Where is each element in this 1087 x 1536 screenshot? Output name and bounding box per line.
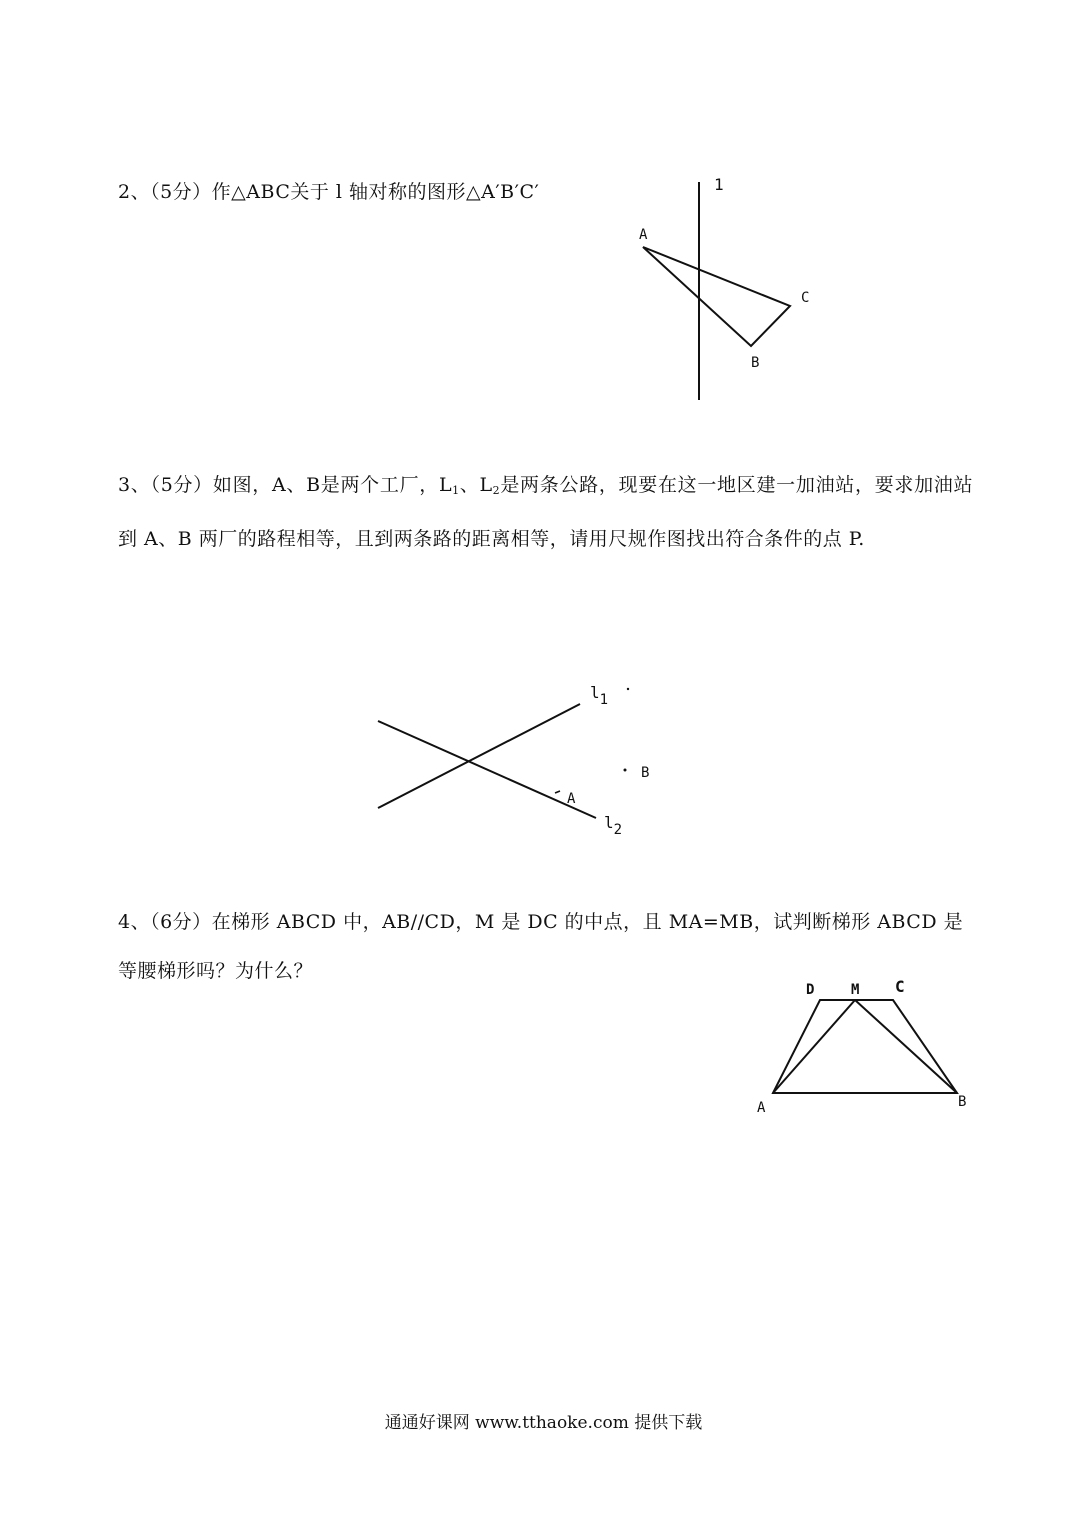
road-l1-line [378,704,580,808]
figure-triangle-abc [643,182,790,400]
axis-label: 1 [714,175,724,194]
vertex-b-label-trapezoid: B [958,1094,967,1110]
question-3-line1-post: 是两条公路，现要在这一地区建一加油站，要求 [500,474,915,496]
factory-b-point [624,769,627,772]
footer-text: 通通好课网 www.tthaoke.com 提供下载 [384,1413,703,1433]
segment-mb [855,1000,957,1093]
question-3-line1-pre: 3、（5分）如图，A、B是两个工厂，L [118,474,453,496]
road-l2-line [378,721,596,818]
road-l2-label: l2 [604,813,623,838]
factory-a-label: A [567,791,576,807]
figure-trapezoid [773,1000,957,1093]
factory-b-label: B [641,765,650,781]
question-3-rest: 加油站到 A、B 两厂的路程相等，且到两条路的距离相等，请用尺规作图找出符合条件的点 P. [118,474,973,550]
vertex-d-label: D [806,982,815,998]
vertex-a-label: A [639,227,648,243]
stray-dot [627,688,629,690]
question-3-sub1: 1 [452,484,460,497]
trapezoid-abcd [773,1000,957,1093]
question-3-line1-mid: 、L [459,474,493,496]
vertex-a-label-trapezoid: A [757,1100,766,1116]
vertex-c-label: C [801,290,810,306]
question-3-sub2: 2 [492,484,501,497]
triangle-abc [643,247,790,346]
vertex-m-label: M [851,982,860,998]
question-4-text: 4、（6分）在梯形 ABCD 中，AB//CD，M 是 DC 的中点，且 MA=MB，试判断梯形 ABCD 是等腰梯形吗？为什么？ [118,911,964,982]
figure-roads [378,704,596,818]
question-2-text: 2、（5分）作△ABC关于 l 轴对称的图形△A′B′C′ [118,181,540,203]
vertex-b-label: B [751,355,760,371]
page-footer [0,1408,1087,1433]
factory-a-mark [555,791,560,793]
vertex-c-label-trapezoid: C [895,977,905,996]
road-l1-label: l1 [590,683,609,708]
